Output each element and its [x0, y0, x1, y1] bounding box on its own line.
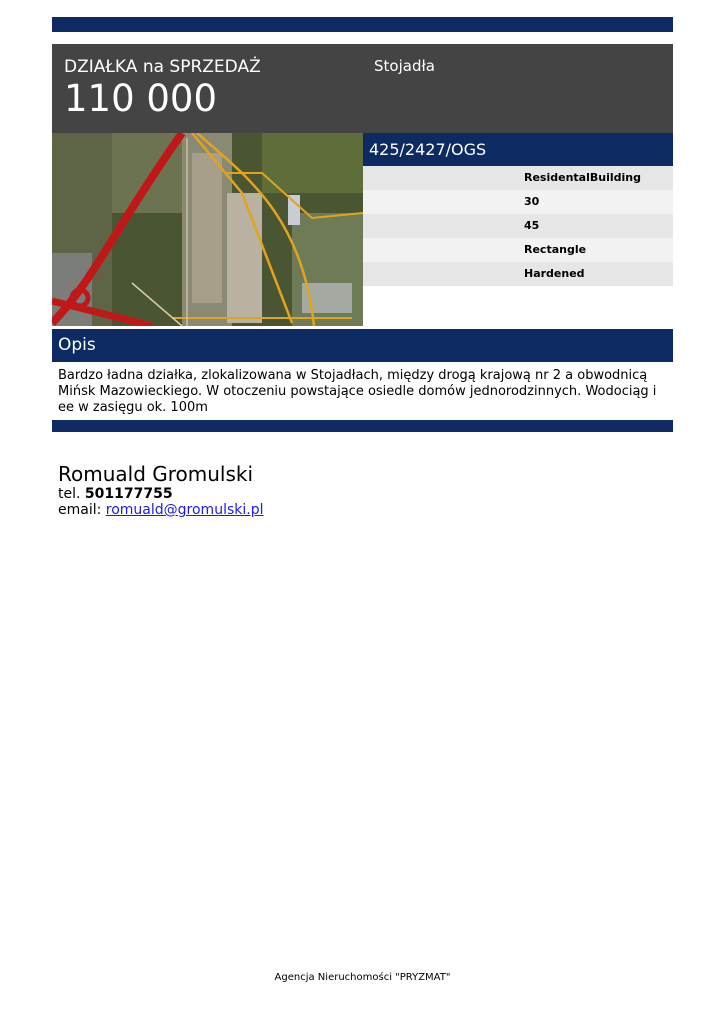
- phone-number: 501177755: [84, 486, 173, 502]
- phone-label: tel.: [58, 486, 81, 502]
- aerial-map-photo: [52, 133, 363, 326]
- listing-price: 110 000: [64, 77, 218, 120]
- email-link[interactable]: romuald@gromulski.pl: [105, 502, 264, 518]
- agent-phone: [58, 486, 173, 502]
- agent-email: [58, 502, 263, 518]
- description-heading: Opis: [52, 329, 673, 362]
- listing-location: Stojadła: [374, 57, 435, 75]
- attribute-row: 45: [363, 214, 673, 238]
- top-bar: [52, 17, 673, 32]
- parcel-id: 425/2427/OGS: [363, 133, 673, 166]
- attribute-row: 30: [363, 190, 673, 214]
- attributes-table: [363, 166, 673, 286]
- attribute-row: Hardened: [363, 262, 673, 286]
- email-label: email:: [58, 502, 102, 518]
- agent-name: Romuald Gromulski: [58, 462, 254, 486]
- listing-kind: DZIAŁKA na SPRZEDAŻ: [64, 57, 261, 77]
- description-text: Bardzo ładna działka, zlokalizowana w Stojadłach, między drogą krajową nr 2 a obwodnicą Mińsk Mazowieckiego. W otoczeniu powstające osiedle domów jednorodzinnych. Wodociąg i ee w zasięgu ok. 100m: [58, 368, 657, 415]
- attribute-row: Rectangle: [363, 238, 673, 262]
- footer-agency: Agencja Nieruchomości "PRYZMAT": [274, 972, 451, 983]
- attribute-row: ResidentalBuilding: [363, 166, 673, 190]
- listing-header: [52, 44, 673, 133]
- separator-bar: [52, 420, 673, 432]
